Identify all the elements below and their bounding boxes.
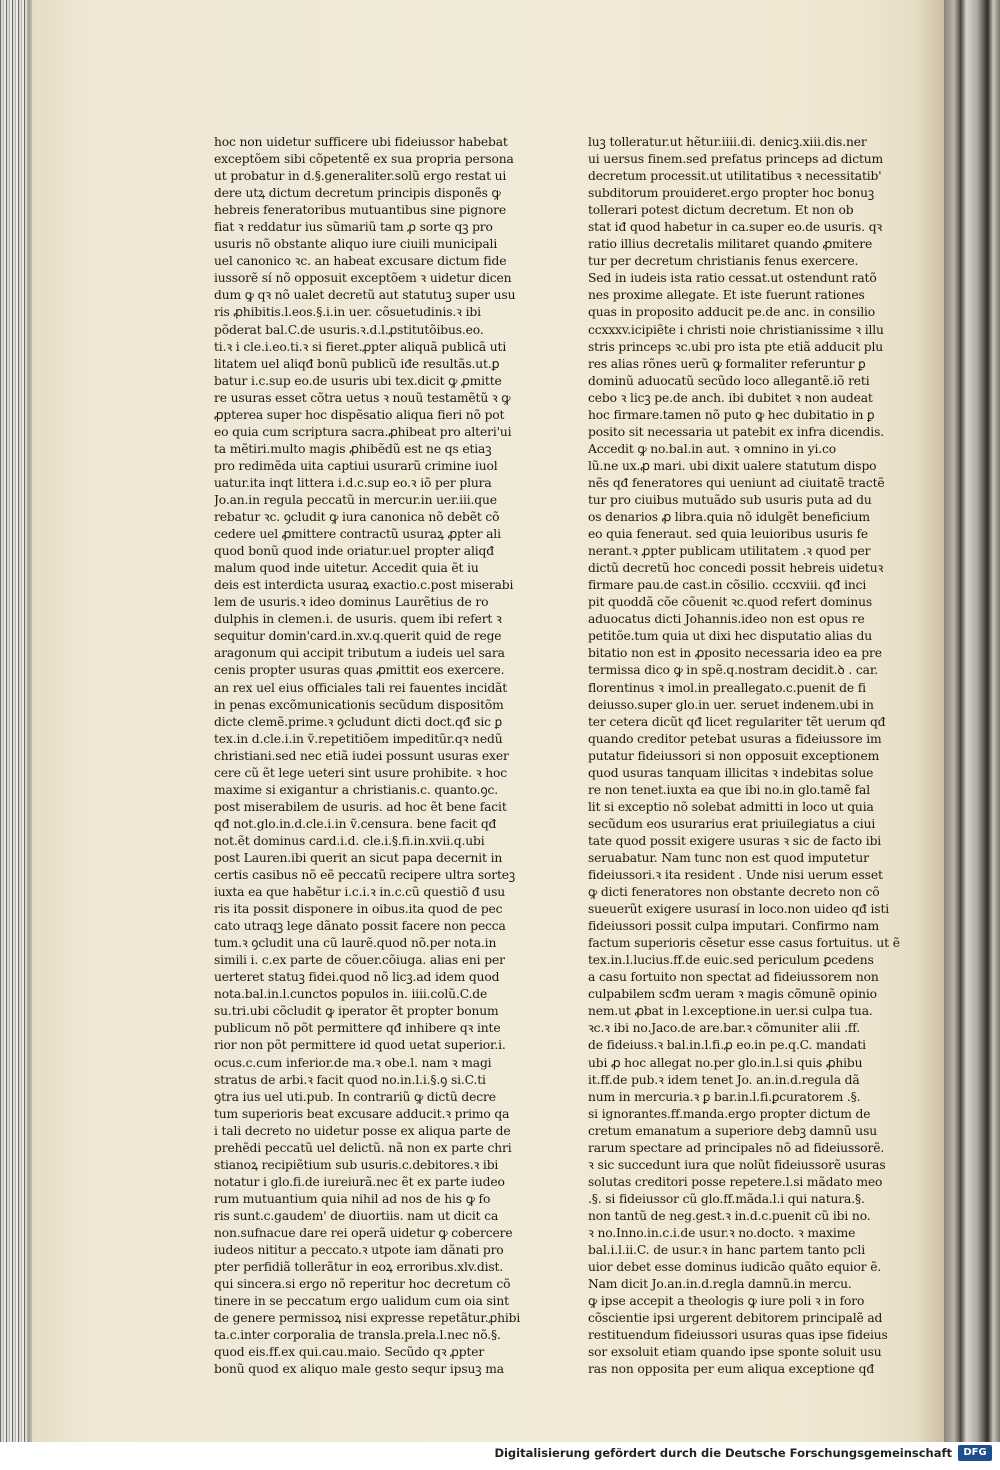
text-line: uel canonico ꝛc. an habeat excusare dictum fide — [214, 254, 507, 269]
text-line: cato utraqꝫ lege dãnato possit facere non pecca — [214, 919, 506, 934]
text-line: ras non opposita per eum aliqua exceptione qđ — [588, 1362, 875, 1377]
text-line: lem de usuris.ꝛ ideo dominus Laurẽtius de ro — [214, 595, 489, 610]
text-line: quando creditor petebat usuras a fideiussore im — [588, 731, 882, 746]
left-book-edges — [0, 0, 30, 1442]
text-line: fideiussori.ꝛ ita resident . Unde nisi uerum esset — [588, 868, 883, 883]
text-line: rarum spectare ad principales nõ ad fideiussorẽ. — [588, 1140, 885, 1155]
text-line: maxime si exigantur a christianis.c. quanto.ꝯc. — [214, 782, 498, 797]
text-line: post Lauren.ibi querit an sicut papa decernit in — [214, 850, 503, 865]
text-line: cretum emanatum a superiore debꝫ damnũ usu — [588, 1123, 877, 1138]
text-line: stat iđ quod habetur in ca.super eo.de usuris. qꝛ — [588, 220, 883, 235]
dfg-logo: DFG — [958, 1445, 992, 1461]
text-line: tate quod possit exigere usuras ꝛ sic de facto ibi — [588, 833, 882, 848]
text-line: nerant.ꝛ ꝓpter publicam utilitatem .ꝛ quod per — [588, 544, 871, 559]
text-line: uerteret statuꝫ fidei.quod nõ licꝫ.ad idem quod — [214, 970, 500, 985]
text-line: cebo ꝛ licꝫ pe.de anch. ibi dubitet ꝛ non audeat — [588, 390, 873, 405]
text-line: hoc firmare.tamen nõ puto ꝙ hec dubitatio in ꝑ — [588, 407, 875, 422]
text-line: it.ff.de pub.ꝛ idem tenet Jo. an.in.d.regula dã — [588, 1072, 860, 1087]
text-line: quod usuras tanquam illicitas ꝛ indebitas solue — [588, 765, 874, 780]
text-line: ui uersus finem.sed prefatus princeps ad dictum — [588, 152, 884, 167]
text-line: res alias rõnes uerũ ꝙ formaliter referuntur ꝑ — [588, 356, 866, 371]
text-line: Jo.an.in regula peccatũ in mercur.in uer.iii.que — [214, 492, 497, 507]
text-line: os denarios ꝓ libra.quia nõ idulgẽt beneficium — [588, 510, 870, 525]
text-line: seruabatur. Nam tunc non est quod imputetur — [588, 850, 869, 865]
text-line: cere cũ ẽt lege ueteri sint usure prohibite. ꝛ hoc — [214, 765, 507, 780]
text-line: uior debet esse dominus iudicão quãto equior ẽ. — [588, 1260, 882, 1275]
text-line: luꝫ tolleratur.ut hẽtur.iiii.di. denicꝫ.xiii.dis.ner — [588, 135, 867, 149]
text-line: eo quia feneraut. sed quia leuioribus usuris fe — [588, 527, 869, 542]
text-line: tum.ꝛ ꝯcludit una cũ laurẽ.quod nõ.per nota.in — [214, 936, 497, 951]
text-line: ris ꝓhibitis.l.eos.§.i.in uer. cõsuetudinis.ꝛ ibi — [214, 305, 481, 320]
text-line: nẽs qđ feneratores qui ueniunt ad ciuitatẽ tractẽ — [588, 475, 885, 490]
text-line: re non tenet.iuxta ea que ibi no.in glo.tamẽ fal — [588, 782, 871, 797]
text-line: sequitur domin'card.in.xv.q.querit quid de rege — [214, 629, 502, 644]
text-line: notatur i glo.fi.de iureiurã.nec ẽt ex parte iudeo — [214, 1174, 505, 1189]
text-line: stratus de arbi.ꝛ facit quod no.in.l.i.§.ꝯ si.C.ti — [214, 1072, 486, 1087]
text-line: quod bonũ quod inde oriatur.uel propter aliqđ — [214, 544, 494, 559]
text-column-left — [214, 134, 554, 1378]
text-line: petitõe.tum quia ut dixi hec disputatio alias du — [588, 629, 872, 644]
text-line: bitatio non est in ꝓposito necessaria ideo ea pre — [588, 646, 882, 661]
text-line: tur pro ciuibus mutuãdo sub usuris puta ad du — [588, 492, 872, 507]
text-line: ꝙ ipse accepit a theologis ꝙ iure poli ꝛ in foro — [588, 1294, 865, 1309]
text-line: re usuras esset cõtra uetus ꝛ nouũ testamẽtũ ꝛ ꝙ — [214, 390, 511, 405]
text-line: culpabilem scđm ueram ꝛ magis cõmunẽ opinio — [588, 987, 877, 1002]
text-line: tex.in.l.lucius.ff.de euic.sed periculum ꝑcedens — [588, 953, 874, 968]
text-line: certis casibus nõ eẽ peccatũ recipere ultra sorteꝫ — [214, 868, 516, 883]
text-line: cõscientie ipsi urgerent debitorem principalẽ ad — [588, 1311, 883, 1326]
text-line: non.sufnacue dare rei operã uidetur ꝙ cobercere — [214, 1226, 513, 1240]
text-line: nes proxime allegate. Et iste fuerunt rationes — [588, 288, 865, 303]
text-line: nota.bal.in.l.cunctos populos in. iiii.colũ.C.de — [214, 987, 488, 1002]
text-line: tollerari potest dictum decretum. Et non ob — [588, 203, 854, 218]
text-line: su.tri.ubi cõcludit ꝙ iperator ẽt propter bonum — [214, 1004, 499, 1019]
text-line: uatur.ita inqt littera i.d.c.sup eo.ꝛ iõ per plura — [214, 475, 492, 490]
text-line: fiat ꝛ reddatur ius sũmariũ tam ꝓ sorte qꝫ pro — [214, 220, 493, 235]
text-line: ta mẽtiri.multo magis ꝓhibẽdũ est ne qs etiaꝫ — [214, 441, 492, 456]
text-line: Accedit ꝙ no.bal.in aut. ꝛ omnino in yi.co — [588, 441, 836, 456]
text-line: litatem uel aliqđ bonũ publicũ iđe resultãs.ut.ꝑ — [214, 356, 500, 371]
text-line: pro redimẽda uita captiui usurarũ crimine iuol — [214, 458, 498, 473]
text-line: quod eis.ff.ex qui.cau.maio. Secũdo qꝛ ꝓpter — [214, 1345, 485, 1360]
text-line: dictũ decretũ hoc concedi possit hebreis uidetuꝛ — [588, 561, 884, 576]
text-line: hoc non uidetur sufficere ubi fideiussor habebat — [214, 135, 508, 149]
text-line: firmare pau.de cast.in cõsilio. cccxviii. qđ inci — [588, 578, 867, 593]
text-line: ris sunt.c.gaudem' de diuortiis. nam ut dicit ca — [214, 1208, 499, 1223]
text-line: an rex uel eius officiales tali rei fauentes incidãt — [214, 680, 508, 695]
text-line: simili i. c.ex parte de cõuer.cõiuga. alias eni per — [214, 953, 505, 968]
text-line: si ignorantes.ff.manda.ergo propter dictum de — [588, 1106, 871, 1121]
text-line: batur i.c.sup eo.de usuris ubi tex.dicit ꝙ ꝓmitte — [214, 373, 502, 388]
text-line: a casu fortuito non spectat ad fideiussorem non — [588, 970, 879, 985]
text-line: dere utꝝ dictum decretum principis disponẽs ꝙ — [214, 186, 501, 201]
text-line: dulphis in clemen.i. de usuris. quem ibi refert ꝛ — [214, 612, 502, 627]
text-line: iuxta ea que habẽtur i.c.i.ꝛ in.c.cũ questiõ đ usu — [214, 885, 505, 900]
text-line: florentinus ꝛ imol.in preallegato.c.puenit de fi — [588, 680, 866, 695]
text-line: stianoꝝ recipiẽtium sub usuris.c.debitores.ꝛ ibi — [214, 1157, 499, 1172]
text-line: tur per decretum christianis fenus exercere. — [588, 254, 859, 269]
text-line: eo quia cum scriptura sacra.ꝓhibeat pro alteri'ui — [214, 424, 512, 439]
text-line: termissa dico ꝙ in spẽ.q.nostram decidit.ꝺ . car. — [588, 663, 878, 678]
text-line: sor exsoluit etiam quando ipse sponte soluit usu — [588, 1345, 882, 1360]
text-line: pter perfidiã tollerãtur in eoꝝ erroribus.xlv.dist. — [214, 1260, 504, 1275]
text-line: hebreis feneratoribus mutuantibus sine pignore — [214, 203, 506, 218]
text-line: Nam dicit Jo.an.in.d.regla damnũ.in mercu. — [588, 1277, 852, 1292]
text-line: aduocatus dicti Johannis.ideo non est opus re — [588, 612, 865, 627]
text-line: ti.ꝛ i cle.i.eo.ti.ꝛ si fieret.ꝓpter aliquã publicã uti — [214, 339, 507, 354]
text-line: fideiussori possit culpa imputari. Confirmo nam — [588, 919, 879, 934]
text-line: ris ita possit disponere in oibus.ita quod de pec — [214, 902, 503, 917]
text-line: ꝛ sic succedunt iura que nolũt fideiussorẽ usuras — [588, 1157, 886, 1172]
text-line: posito sit necessaria ut patebit ex infra dicendis. — [588, 424, 884, 439]
text-line: nem.ut ꝓbat in l.exceptione.in uer.si culpa tua. — [588, 1004, 873, 1019]
text-line: qđ not.glo.in.d.cle.i.in ṽ.censura. bene facit qđ — [214, 816, 497, 831]
text-line: tex.in d.cle.i.in ṽ.repetitiõem impeditũr.qꝛ nedũ — [214, 731, 503, 746]
text-line: post miserabilem de usuris. ad hoc ẽt bene facit — [214, 799, 507, 814]
text-line: not.ẽt dominus card.i.d. cle.i.§.fi.in.xvii.q.ubi — [214, 833, 485, 848]
text-line: dominũ aduocatũ secũdo loco allegantẽ.iõ reti — [588, 373, 870, 388]
text-line: solutas creditori posse repetere.l.si mãdato meo — [588, 1174, 883, 1189]
text-line: ccxxxv.icipiẽte i christi noie christianissime ꝛ illu — [588, 322, 884, 337]
text-line: num in mercuria.ꝛ ꝑ bar.in.l.fi.ꝑcuratorem .§. — [588, 1089, 861, 1104]
text-line: rior non põt permittere id quod uetat superior.i. — [214, 1038, 506, 1053]
text-line: ocus.c.cum inferior.de ma.ꝛ obe.l. nam ꝛ magi — [214, 1055, 492, 1070]
text-line: qui sincera.si ergo nõ reperitur hoc decretum cõ — [214, 1277, 511, 1292]
text-line: pit quoddã cõe cõuenit ꝛc.quod refert dominus — [588, 595, 873, 610]
text-line: prehẽdi peccatũ uel delictũ. nã non ex parte chri — [214, 1140, 512, 1155]
text-line: restituendum fideiussori usuras quas ipse fideius — [588, 1328, 888, 1343]
text-line: ubi ꝓ hoc allegat no.per glo.in.l.si quis ꝓhibu — [588, 1055, 863, 1070]
text-line: usuris nõ obstante aliquo iure ciuili municipali — [214, 237, 498, 252]
text-line: christiani.sed nec etiã iudei possunt usuras exer — [214, 748, 509, 763]
text-line: cedere uel ꝓmittere contractũ usuraꝝ ꝓpter ali — [214, 527, 501, 542]
text-line: in penas excõmunicationis secũdum dispositõm — [214, 697, 504, 712]
text-line: lit si exceptio nõ solebat admitti in loco ut quia — [588, 799, 874, 814]
text-line: bonũ quod ex aliquo male gesto sequr ipsuꝫ ma — [214, 1362, 504, 1377]
text-line: ꝛc.ꝛ ibi no.Jaco.de are.bar.ꝛ cõmuniter alii .ff. — [588, 1021, 860, 1036]
text-line: de fideiuss.ꝛ bal.in.l.fi.ꝓ eo.in pe.q.C. mandati — [588, 1038, 866, 1053]
text-line: cenis propter usuras quas ꝓmittit eos exercere. — [214, 663, 505, 678]
text-line: dicte clemẽ.prime.ꝛ ꝯcludunt dicti doct.qđ sic ꝑ — [214, 714, 503, 729]
text-line: ꝯtra ius uel uti.pub. In contrariũ ꝙ dictũ decre — [214, 1089, 496, 1104]
text-line: .§. si fideiussor cũ glo.ff.mãda.l.i qui natura.§. — [588, 1191, 865, 1206]
text-line: de genere permissoꝝ nisi expresse repetãtur.ꝓhibi — [214, 1311, 521, 1326]
text-column-right — [588, 134, 928, 1378]
text-line: dum ꝙ qꝛ nõ ualet decretũ aut statutuꝫ super usu — [214, 288, 516, 303]
text-line: quas in proposito adducit pe.de anc. in consilio — [588, 305, 876, 320]
text-line: factum superioris cẽsetur esse casus fortuitus. ut ẽ — [588, 936, 900, 951]
text-line: ratio illius decretalis militaret quando ꝓmitere — [588, 237, 873, 252]
text-line: exceptõem sibi cõpetentẽ ex sua propria persona — [214, 152, 514, 167]
text-line: decretum processit.ut utilitatibus ꝛ necessitatib' — [588, 169, 882, 184]
text-line: secũdum eos usurarius erat priuilegiatus a ciui — [588, 816, 876, 831]
text-line: ter cetera dicũt qđ licet regulariter tẽt uerum qđ — [588, 714, 886, 729]
text-line: põderat bal.C.de usuris.ꝛ.d.l.ꝓstitutõibus.eo. — [214, 322, 484, 337]
text-line: putatur fideiussori si non opposuit exceptionem — [588, 748, 880, 763]
digitization-credit: Digitalisierung gefördert durch die Deutsche Forschungsgemeinschaft — [494, 1446, 952, 1460]
text-line: rebatur ꝛc. ꝯcludit ꝙ iura canonica nõ debẽt cõ — [214, 510, 500, 525]
text-line: ꝓpterea super hoc dispẽsatio aliqua fieri nõ pot — [214, 407, 505, 422]
text-line: bal.i.l.ii.C. de usur.ꝛ in hanc partem tanto pcli — [588, 1243, 865, 1258]
text-line: ꝛ no.Inno.in.c.i.de usur.ꝛ no.docto. ꝛ maxime — [588, 1226, 856, 1240]
text-line: sueuerũt exigere usurasí in loco.non uideo qđ isti — [588, 902, 890, 917]
text-line: ta.c.inter corporalia de transla.prela.l.nec nõ.§. — [214, 1328, 501, 1343]
text-line: tum superioris beat excusare adducit.ꝛ primo qa — [214, 1106, 510, 1121]
text-line: deiusso.super glo.in uer. seruet indenem.ubi in — [588, 697, 874, 712]
text-line: aragonum qui accipit tributum a iudeis uel sara — [214, 646, 505, 661]
text-line: Sed in iudeis ista ratio cessat.ut ostendunt ratõ — [588, 271, 877, 286]
right-book-edges — [944, 0, 1000, 1442]
text-line: subditorum prouideret.ergo propter hoc bonuꝫ — [588, 186, 875, 201]
text-line: stris princeps ꝛc.ubi pro ista pte etiã adducit plu — [588, 339, 884, 354]
text-line: ꝙ dicti feneratores non obstante decreto non cõ — [588, 885, 880, 900]
text-line: rum mutuantium quia nihil ad nos de his ꝙ fo — [214, 1191, 491, 1206]
text-line: iussorẽ sí nõ opposuit exceptõem ꝛ uidetur dicen — [214, 271, 512, 286]
text-line: tinere in se peccatum ergo ualidum cum oia sint — [214, 1294, 509, 1309]
text-line: non tantũ de neg.gest.ꝛ in.d.c.puenit cũ ibi no. — [588, 1208, 871, 1223]
text-line: deis est interdicta usuraꝝ exactio.c.post miserabi — [214, 578, 514, 593]
text-line: lũ.ne ux.ꝓ mari. ubi dixit ualere statutum dispo — [588, 458, 877, 473]
text-line: i tali decreto no uidetur posse ex aliqua parte de — [214, 1123, 511, 1138]
text-line: iudeos nititur a peccato.ꝛ utpote iam dãnati pro — [214, 1243, 504, 1258]
text-line: ut probatur in d.§.generaliter.solũ ergo restat ui — [214, 169, 507, 184]
text-line: malum quod inde uitetur. Accedit quia ẽt iu — [214, 561, 479, 576]
text-line: publicum nõ põt permittere qđ inhibere qꝛ inte — [214, 1021, 501, 1036]
